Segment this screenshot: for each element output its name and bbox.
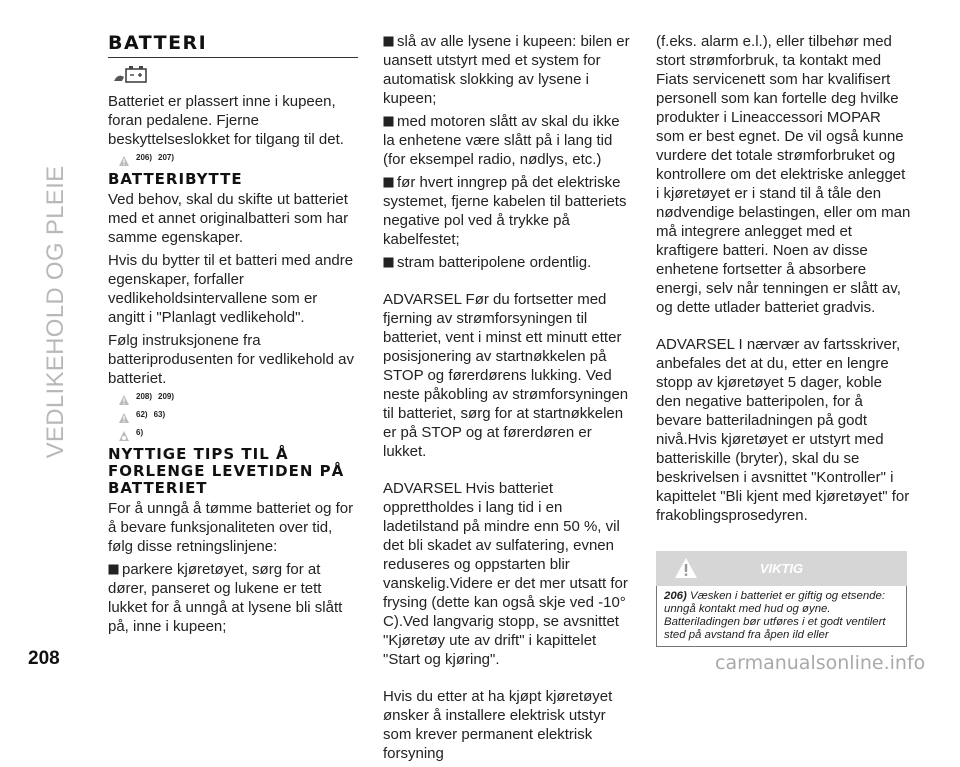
- bullet-item: parkere kjøretøyet, sørg for at dører, panseret og lukene er tett lukket for å unngå at lysene bli slått på, inne i kupeen;: [108, 561, 343, 635]
- ref-62: 62): [136, 410, 148, 419]
- tips-heading: NYTTIGE TIPS TIL Å FORLENGE LEVETIDEN PÅ BATTERIET: [108, 445, 345, 497]
- important-notice-box: [656, 551, 907, 647]
- watermark: carmanualsonline.info: [715, 652, 926, 674]
- checkbox-bullet-icon: [383, 116, 394, 127]
- paragraph-6: (f.eks. alarm e.l.), eller tilbehør med stort strømforbruk, ta kontakt med Fiats servicenett som har kvalifisert personell som kan fortelle deg hvilke produkter i Lineaccessori MOPAR som er best egnet. De vil også kunne vurdere det totale strømforbruket og kontrollere om det elektriske anlegget i kjøretøyet er i stand til å tåle den nødvendige belastingen, eller om man må integrere anlegget med et kraftigere batteri. Noen av disse enhetene fortsetter å absorbere energi, selv når tenningen er slått av, og dette utlader batteriet gradvis.: [656, 33, 911, 316]
- warning-paragraph-2: ADVARSEL Hvis batteriet opprettholdes i lang tid i en ladetilstand på mindre enn 50 %, vil det bli skadet av sulfatering, evnen reduseres og oppstarten blir vanskelig.Videre er det mer utsatt for frysing (dette kan også skje ved -10° C).Ved langvarig stopp, se avsnittet "Kjøretøy ute av drift" i kapittelet "Start og kjøring".: [383, 480, 628, 668]
- paragraph-4: For å unngå å tømme batteriet og for å bevare funksjonaliteten over tid, følg disse retningslinjene:: [108, 500, 354, 555]
- checkbox-bullet-icon: [108, 564, 119, 575]
- ref-209: 209): [158, 392, 175, 401]
- warning-triangle-icon: [674, 557, 698, 579]
- warning-triangle-icon: [118, 155, 130, 167]
- page-number: 208: [28, 648, 60, 669]
- ref-208: 208): [136, 392, 153, 401]
- warning-refs-1: [118, 153, 358, 167]
- paragraph-3: Følg instruksjonene fra batteriprodusenten for vedlikehold av batteriet.: [108, 332, 354, 387]
- bullet-item: slå av alle lysene i kupeen: bilen er uansett utstyrt med et system for automatisk slokking av lysene i kupeen;: [383, 33, 630, 107]
- checkbox-bullet-icon: [383, 257, 394, 268]
- bullet-item: før hvert inngrep på det elektriske systemet, fjerne kabelen til batteriets negative pol ved å trykke på kabelfestet;: [383, 174, 627, 248]
- notice-title: VIKTIG: [759, 561, 804, 576]
- paragraph-5: Hvis du etter at ha kjøpt kjøretøyet ønsker å installere elektrisk utstyr som krever permanent elektrisk forsyning: [383, 688, 613, 762]
- intro-paragraph: Batteriet er plassert inne i kupeen, foran pedalene. Fjerne beskyttelseslokket for tilgang til det.: [108, 93, 344, 148]
- column-3: [656, 32, 911, 647]
- ref-206: 206): [136, 153, 153, 162]
- notice-body: [656, 586, 907, 647]
- checkbox-bullet-icon: [383, 36, 394, 47]
- warning-triangle-icon: [118, 394, 130, 406]
- warning-paragraph-3: ADVARSEL I nærvær av fartsskriver, anbefales det at du, etter en lengre stopp av kjøretøyet 5 dager, koble den negative batteripolen, for å bevare batteriladningen på godt nivå.Hvis kjøretøyet er utstyrt med batteriskille (bryter), skal du se beskrivelsen i avsnittet "Kontroller" i kapittelet "Bli kjent med kjøretøyet" for frakoblingsprosedyren.: [656, 336, 910, 524]
- environment-icon: [118, 430, 130, 442]
- paragraph-1: Ved behov, skal du skifte ut batteriet med et annet originalbatteri som har samme egenskaper.: [108, 191, 349, 246]
- warning-paragraph-1: ADVARSEL Før du fortsetter med fjerning av strømforsyningen til batteriet, vent i minst ett minutt etter posisjonering av startnøkkelen på STOP og førerdørens lukking. Ved neste påkobling av strømforsyningen til batteriet, sørg for at startnøkkelen er på STOP og at førerdøren er lukket.: [383, 291, 629, 460]
- paragraph-2: Hvis du bytter til et batteri med andre egenskaper, forfaller vedlikeholdsintervallene som er angitt i "Planlagt vedlikehold".: [108, 252, 354, 326]
- environment-refs: [118, 428, 358, 442]
- column-1: [108, 32, 358, 640]
- column-2: [383, 32, 633, 767]
- section-title: BATTERI: [108, 32, 358, 58]
- checkbox-bullet-icon: [383, 177, 394, 188]
- notice-header: [656, 551, 907, 586]
- caution-refs: [118, 410, 358, 424]
- ref-207: 207): [158, 153, 175, 162]
- ref-6: 6): [136, 428, 144, 437]
- caution-triangle-icon: [118, 412, 130, 424]
- battery-service-icon: [112, 63, 148, 85]
- notice-text: Væsken i batteriet er giftig og etsende: unngå kontakt med hud og øyne. Batteriladingen bør utføres i et godt ventilert sted på avstand fra åpen ild eller: [664, 590, 886, 641]
- warning-refs-2: [118, 392, 358, 406]
- bullet-item: stram batteripolene ordentlig.: [383, 253, 633, 272]
- notice-ref: 206): [664, 590, 687, 602]
- battery-change-heading: BATTERIBYTTE: [108, 170, 243, 188]
- ref-63: 63): [153, 410, 166, 419]
- bullet-item: med motoren slått av skal du ikke la enhetene være slått på i lang tid (for eksempel radio, nødlys, etc.): [383, 113, 620, 168]
